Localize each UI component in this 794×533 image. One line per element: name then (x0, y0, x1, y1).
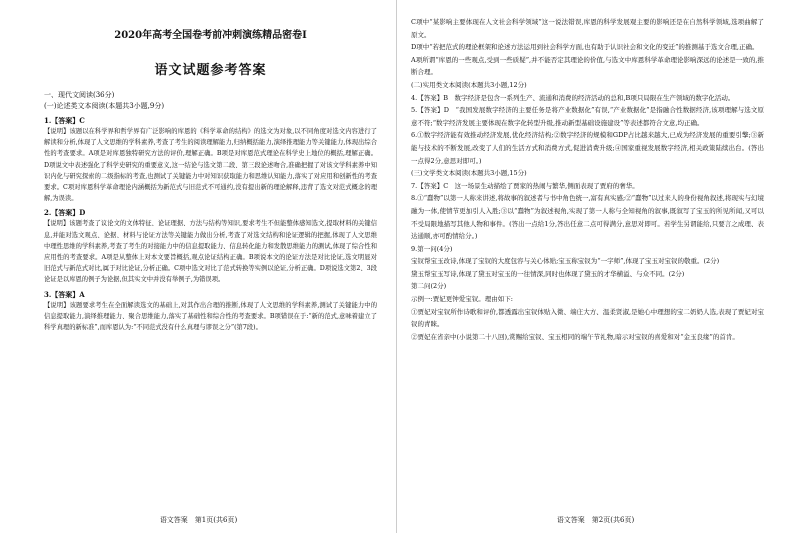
q9-part-b: 黛玉帮宝玉写诗,体现了黛玉对宝玉的一往情深,同时也体现了黛玉的才华横溢、与众不同。(2分) (411, 269, 685, 278)
q6-answer: 6.①数字经济能有效推动经济发展,优化经济结构;②数字经济的规模和GDP占比越来越大,已成为经济发展的重要引擎;③新能与技术的不断发展,改变了人们的生活方式和消费方式,促进消费升级;④国家重视发展数字经济,相关政策陆续出台。(答出一点得2分,意思对即可。) (411, 131, 764, 165)
q7-answer: 7.【答案】C 这一场景生动描绘了贾家的热闹与繁华,侧面表现了贾府的奢华。 (411, 181, 639, 190)
q4-answer: 4.【答案】B 数字经济是包含一系列生产、流通和消费的经济活动的总和,B项只局限在生产领域的数字化活动。 (411, 93, 735, 102)
section-heading: 一、现代文阅读(36分) (44, 91, 115, 99)
q9-part-c: 第二问(2分) (411, 282, 447, 291)
option-a-explanation: A项所谓“库恩的一些观点,受到一些质疑”,并不能否定其理论的价值,与选文中库恩科学革命理论影响深远的论述是一致的,推断合理。 (411, 55, 764, 77)
section-heading: (三)文学类文本阅读(本题共3小题,15分) (411, 169, 527, 178)
q3-answer: 3.【答案】A (44, 289, 85, 299)
option-c-explanation: C项中“某影响主要体现在人文社会科学领域”这一说法错误,库恩的科学发展观主要的影响还是在自然科学领域,选项曲解了原文。 (411, 18, 764, 39)
exam-title: 2020年高考全国卷考前冲刺演练精品密卷Ⅰ (114, 30, 307, 41)
q9-reason-2: ②贾妃在省亲中(小说第二十八回),赏赐给宝钗、宝玉相同的端午节礼物,暗示对宝钗的喜爱和对“金玉良缘”的首肯。 (411, 332, 739, 341)
q9-part-a: 宝钗帮宝玉改诗,体现了宝钗的大度包容与关心体贴;宝玉称宝钗为“一字师”,体现了宝玉对宝钗的敬重。(2分) (411, 257, 720, 266)
section-heading: (二)实用类文本阅读(本题共3小题,12分) (411, 80, 527, 89)
subsection-heading: (一)论述类文本阅读(本题共3小题,9分) (44, 102, 165, 110)
q5-answer: 5.【答案】D “我国发展数字经济的主要任务是将产业数据化”有误,“产业数据化”是指融合性数据经济,该项理解与选文原意不符;“数字经济发展主要体现在数字化转型升级,推动新型基础设施建设”等表述都符合文意,均正确。 (411, 106, 764, 127)
answer-key-title: 语文试题参考答案 (154, 63, 267, 78)
q9-example: 示例一:贾妃更钟爱宝钗。理由如下: (411, 295, 513, 304)
q1-explanation: 【说明】该题以在科学界和哲学界有广泛影响的库恩的《科学革命的结构》的选文为对象,以不同角度对选文内容进行了解读和分析,体现了人文思维的学科素养,考查了考生的阅读理解能力,归纳概括能力,演绎推理能力等关键能力,体现出综合性的考查要求。A项是对库恩独特研究方法的评价,理解正确。B项是对库恩范式理论在科学史上地位的概括,理解正确。D项说文中表述强化了科学史研究的重要意义,这一结论与选文第二段、第三段论述吻合,准确把握了对该文学科素养中知识内化与研究探索的二级指标的考查,也测试了关键能力中对知识获取能力和思维认知能力,落实了对应用和创新性的考查要求。C项对库恩科学革命理论内涵概括为新范式与旧范式不可通约,没有提出新的理论解释,违背了选文对范式概念的理解,为误读。 (44, 128, 377, 203)
q9-reason-1: ①贾妃对宝钗所作诗歌和评价,都透露出宝钗体贴入微、端庄大方、温柔贤淑,是她心中理想的宝二奶奶人选,表现了贾妃对宝钗的青睐。 (411, 307, 764, 329)
q3-explanation: 【说明】该题要求考生在全面解读选文的基础上,对其作出合理的推断,体现了人文思维的学科素养,测试了关键能力中的信息提取能力,演绎推理能力、聚合思维能力,落实了基础性和综合性的考查要求。B项错误在于:“新的范式,意味着建立了科学真理的新标准”,而库恩认为:“不同范式没有什么真理与谬误之分”(第7段)。 (44, 301, 377, 332)
option-d-explanation: D项中“若把范式的理论框架和论述方法运用到社会科学方面,也有助于认识社会和文化的变迁”的推测基于选文合理,正确。 (411, 43, 759, 52)
q2-answer: 2.【答案】D (44, 208, 86, 218)
q9-heading: 9.第一问(4分) (411, 244, 453, 253)
page-footer: 语文答案 第2页(共6页) (556, 516, 635, 524)
q2-explanation: 【说明】该题考查了议论文的文体特征、论证理据、方法与结构等知识,要求考生不但能整体感知选文,提取材料的关键信息,并能对选文观点、论据、材料与论证方法等关键能力做出分析,考查了对选文结构和论证逻辑的把握,体现了人文思维中理性思维的学科素养,考查了考生的对接能力中的信息提取能力、信息转化能力和发散思维能力的测试,体现了综合性和应用性的考查要求。A项是从整体上对本文要旨概括,观点论证结构正确。B项说本文的论证方法是对比论证,选文明显对旧范式与新范式对比,属于对比论证,分析正确。C项中选文对比了范式转换等实例以论证,分析正确。D项说选文第2、3段论证是以库恩的例子为论据,但其实文中并没有举例子,为错误项。 (44, 220, 377, 284)
q8-answer: 8.①“蠢物”以第一人称来讲述,将故事的叙述者与书中角色统一,富有真实感;②“蠢物”以过来人的身份视角叙述,将现实与幻境融为一体,使情节更加引人入胜;③以“蠢物”为叙述视角,实现了第一人称与全知视角的叙事,既叙写了宝玉的所见所闻,又可以不受局限地描写其他人物和事件。(答出一点给1分,答出任意二点可得满分,意思对即可。若学生另谓能给,只要言之成理、表达通顺,亦可酌情给分。) (411, 194, 764, 241)
page-footer: 语文答案 第1页(共6页) (159, 516, 238, 524)
right-page (397, 0, 794, 533)
q1-answer: 1.【答案】C (44, 116, 85, 125)
